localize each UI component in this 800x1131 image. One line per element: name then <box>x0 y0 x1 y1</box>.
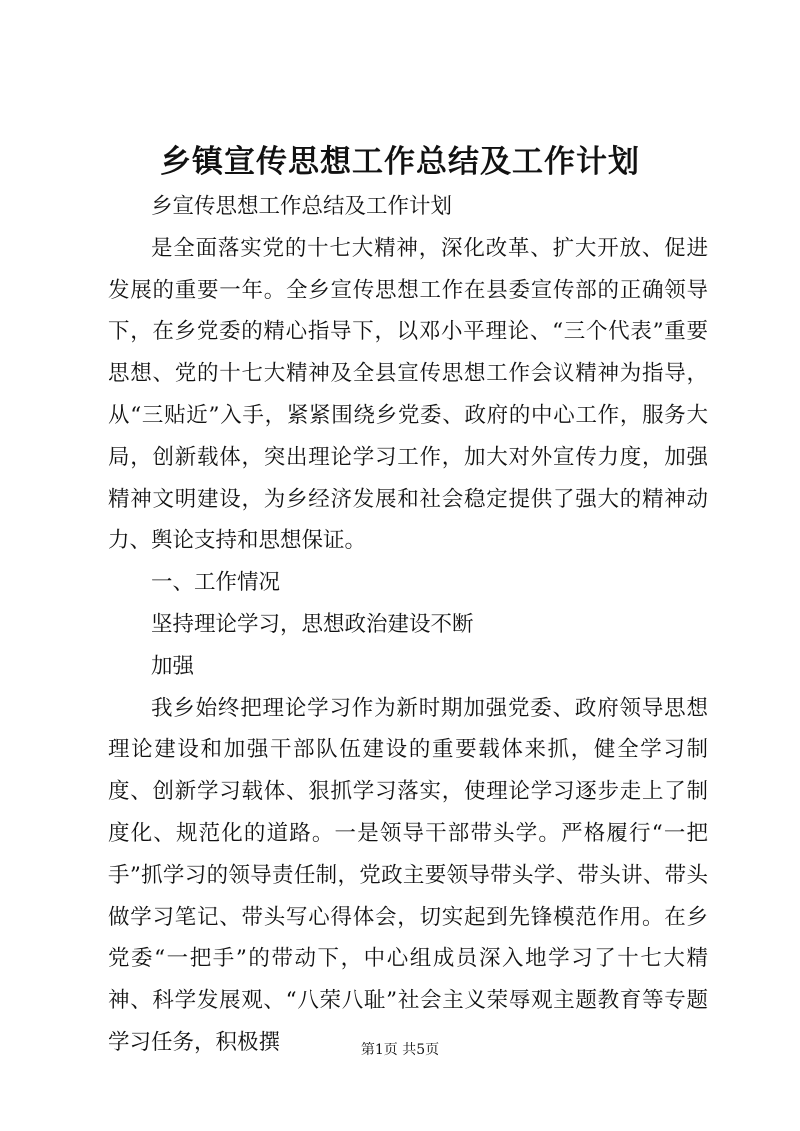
document-title: 乡镇宣传思想工作总结及工作计划 <box>160 144 640 180</box>
paragraph-theory-study: 我乡始终把理论学习作为新时期加强党委、政府领导思想理论建设和加强干部队伍建设的重要载体来抓，健全学习制度、创新学习载体、狠抓学习落实，使理论学习逐步走上了制度化、规范化的道路。一是领导干部带头学。严格履行“一把手”抓学习的领导责任制，党政主要领导带头学、带头讲、带头做学习笔记、带头写心得体会，切实起到先锋模范作用。在乡党委“一把手”的带动下，中心组成员深入地学习了十七大精神、科学发展观、“八荣八耻”社会主义荣辱观主题教育等专题学习任务，积极撰 <box>108 695 708 1055</box>
subheading-theory-study: 坚持理论学习，思想政治建设不断 <box>151 611 474 637</box>
page-number-footer: 第1页 共5页 <box>360 1042 440 1058</box>
subheading-continuation: 加强 <box>151 653 195 679</box>
document-body <box>108 186 708 1064</box>
section-heading-work-status: 一、工作情况 <box>151 570 281 596</box>
paragraph-intro: 是全面落实党的十七大精神，深化改革、扩大开放、促进发展的重要一年。全乡宣传思想工作在县委宣传部的正确领导下，在乡党委的精心指导下，以邓小平理论、“三个代表”重要思想、党的十七大精神及全县宣传思想工作会议精神为指导，从“三贴近”入手，紧紧围绕乡党委、政府的中心工作，服务大局，创新载体，突出理论学习工作，加大对外宣传力度，加强精神文明建设，为乡经济发展和社会稳定提供了强大的精神动力、舆论支持和思想保证。 <box>108 235 708 554</box>
paragraph-subtitle: 乡宣传思想工作总结及工作计划 <box>151 194 453 219</box>
